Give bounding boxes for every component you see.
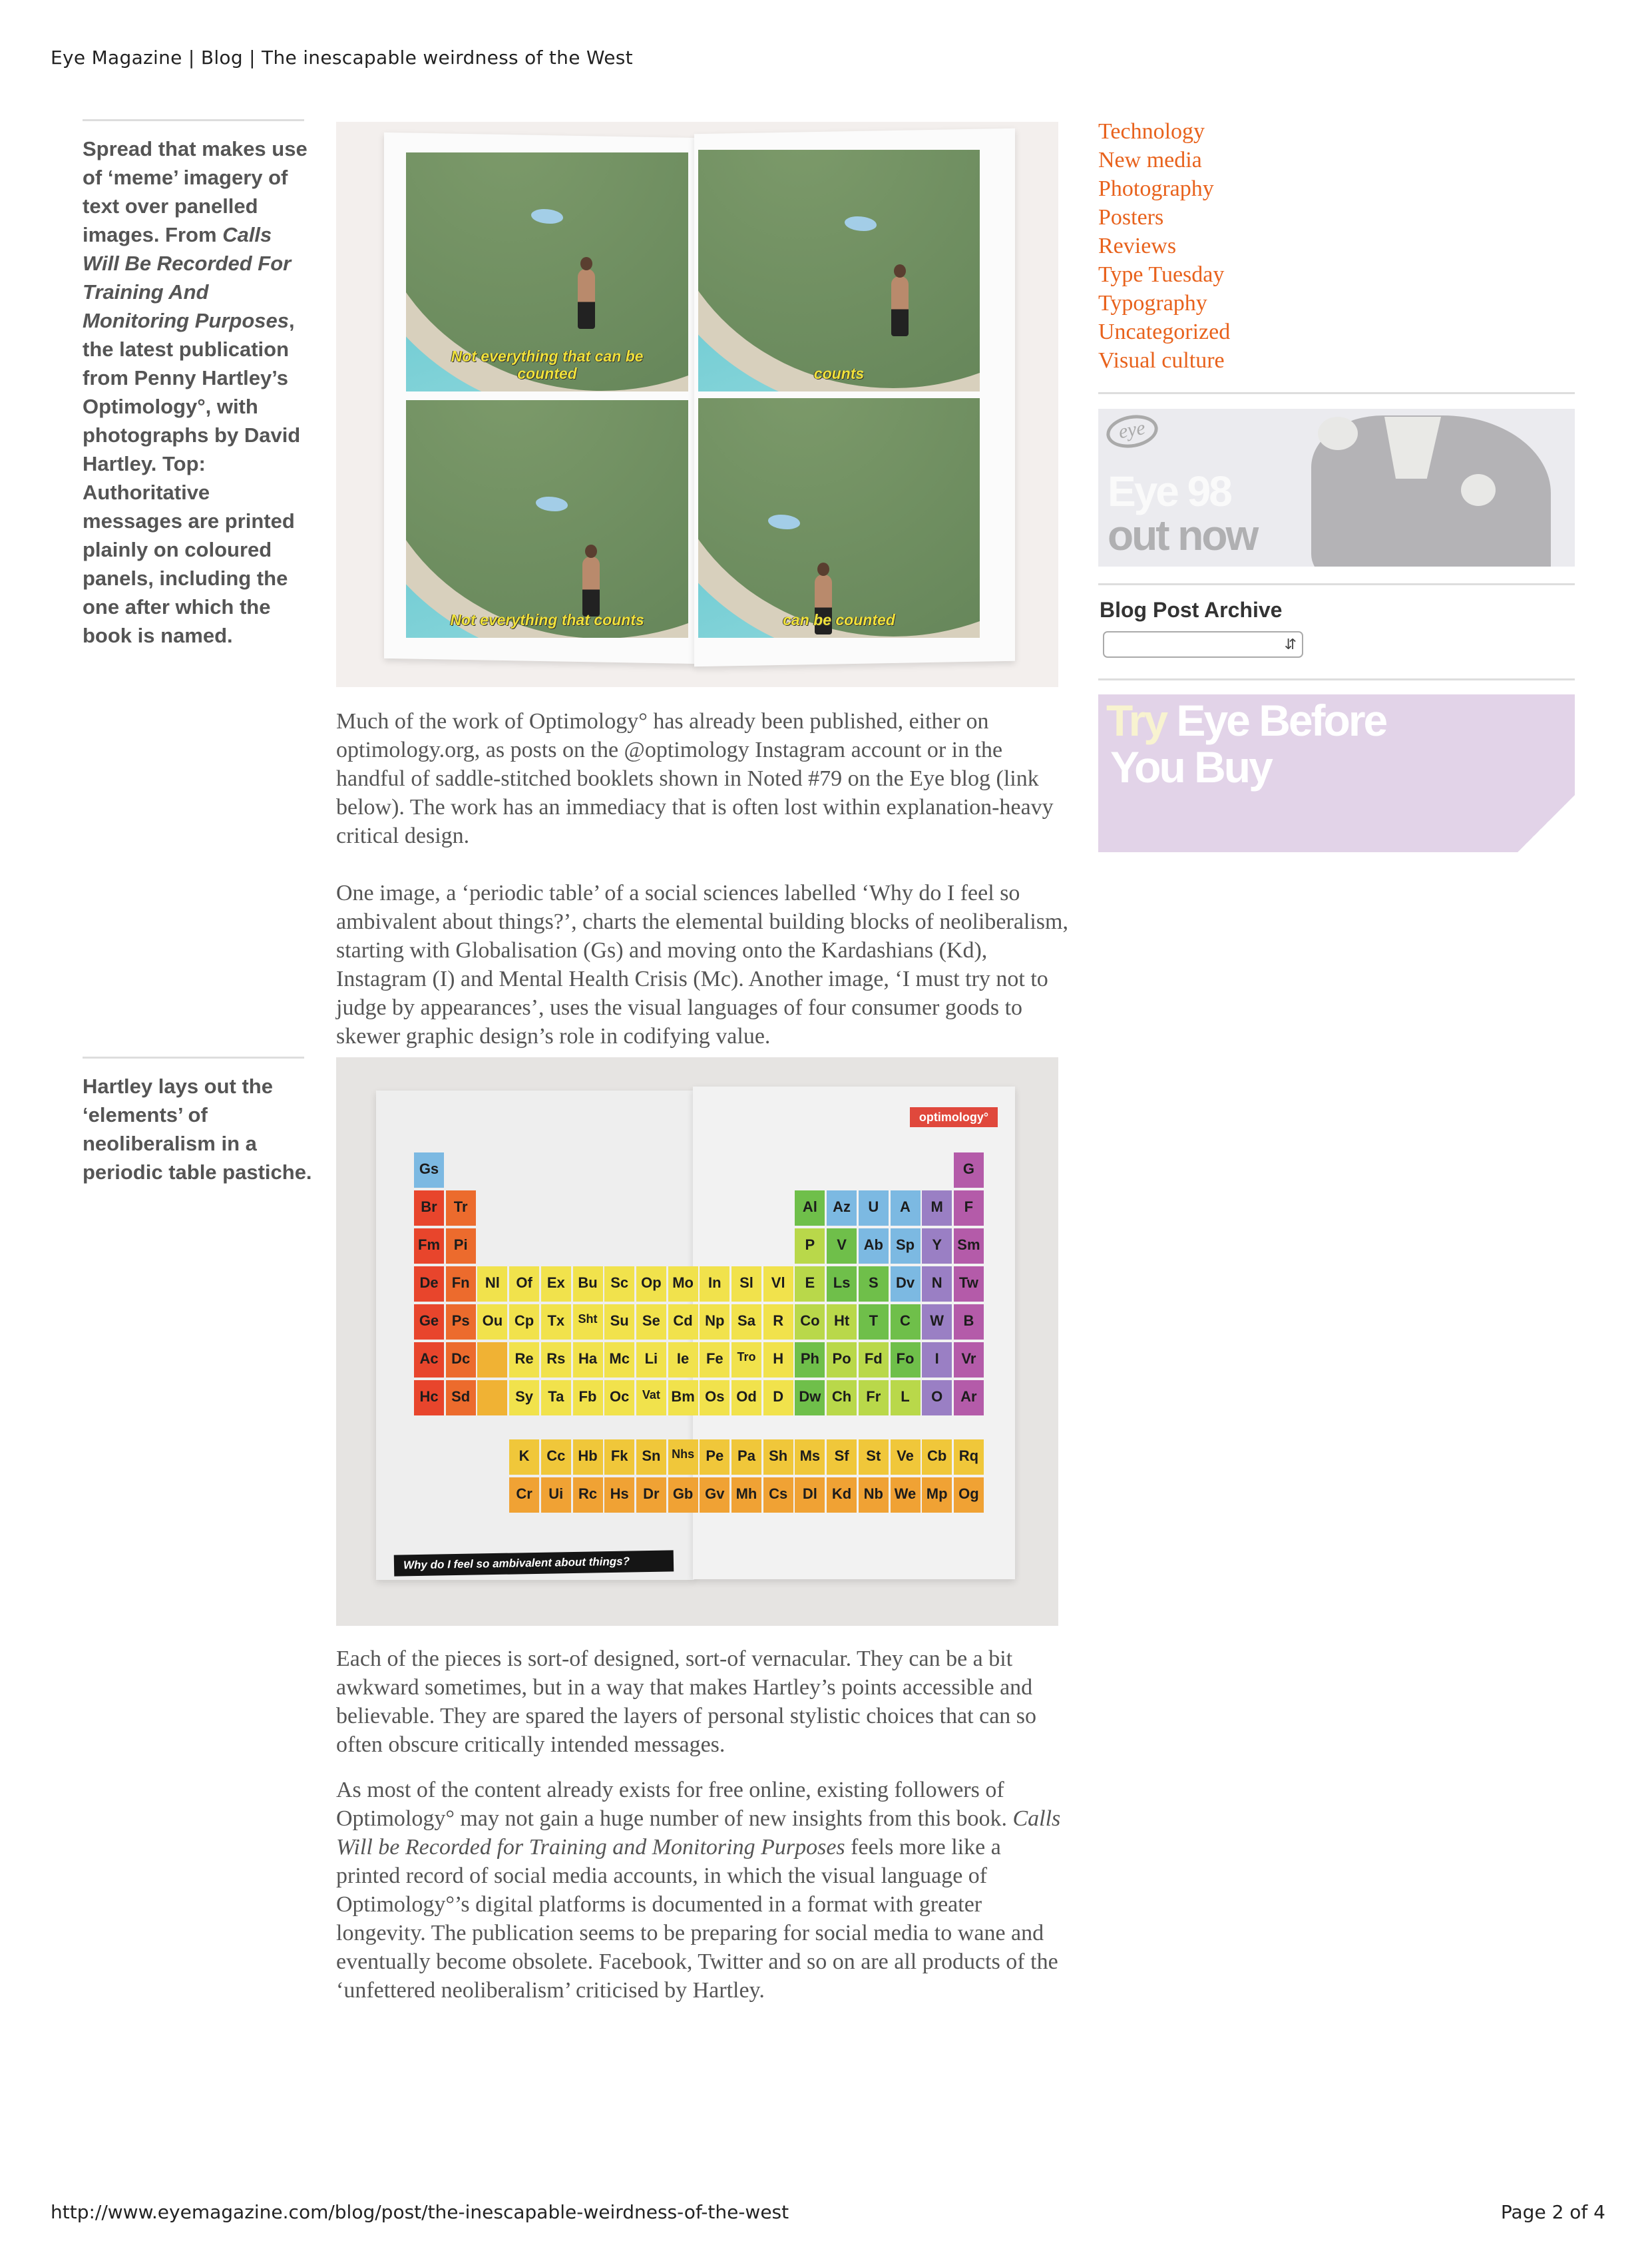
element-vl: Vl bbox=[763, 1266, 793, 1302]
element-sp: Sp bbox=[891, 1228, 921, 1264]
element-li: Li bbox=[636, 1342, 666, 1378]
element-sm: Sm bbox=[954, 1228, 984, 1264]
element-hb: Hb bbox=[573, 1439, 603, 1475]
element-sl: Sl bbox=[731, 1266, 761, 1302]
category-link-technology[interactable]: Technology bbox=[1098, 119, 1205, 144]
try-eye-before-you-buy-ad[interactable] bbox=[1098, 694, 1575, 852]
category-link-reviews[interactable]: Reviews bbox=[1098, 234, 1177, 258]
element-ta: Ta bbox=[541, 1380, 571, 1415]
element-op: Op bbox=[636, 1266, 666, 1302]
category-link-visual-culture[interactable]: Visual culture bbox=[1098, 348, 1225, 373]
element-o: O bbox=[922, 1380, 952, 1415]
element-a: A bbox=[891, 1190, 921, 1226]
element-sa: Sa bbox=[731, 1304, 761, 1340]
category-link-new-media[interactable]: New media bbox=[1098, 148, 1202, 172]
eye-98-ad[interactable] bbox=[1098, 409, 1575, 567]
element-nhs: Nhs bbox=[668, 1439, 698, 1475]
category-link-typography[interactable]: Typography bbox=[1098, 291, 1207, 316]
element-ie: Ie bbox=[668, 1342, 698, 1378]
element-placeholder bbox=[477, 1342, 507, 1378]
element-ge: Ge bbox=[414, 1304, 444, 1340]
element-m: M bbox=[922, 1190, 952, 1226]
element-gb: Gb bbox=[668, 1477, 698, 1513]
element-hs: Hs bbox=[604, 1477, 634, 1513]
element-k: K bbox=[509, 1439, 539, 1475]
pool-wall bbox=[698, 398, 980, 638]
element-st: St bbox=[859, 1439, 889, 1475]
element-dl: Dl bbox=[795, 1477, 825, 1513]
figure1-book-spread-photo bbox=[336, 122, 1058, 687]
element-cp: Cp bbox=[509, 1304, 539, 1340]
element-ex: Ex bbox=[541, 1266, 571, 1302]
ad-subheadline: You Buy bbox=[1110, 742, 1271, 792]
panel-caption: counts bbox=[813, 365, 865, 382]
element-s: S bbox=[859, 1266, 889, 1302]
photo-panel bbox=[698, 150, 980, 391]
element-sht: Sht bbox=[573, 1304, 603, 1340]
element-ch: Ch bbox=[827, 1380, 857, 1415]
element-fe: Fe bbox=[700, 1342, 729, 1378]
element-oc: Oc bbox=[604, 1380, 634, 1415]
element-cb: Cb bbox=[922, 1439, 952, 1475]
text: feels more like a printed record of social media accounts, in which the visual language of Optimology°’s digital platforms is documented in a format with greater longevity. The publication seems to be preparing for social media to wane and eventually become obsolete. Facebook, Twitter and so on are all products of the ‘unfettered neoliberalism’ criticised by Hartley. bbox=[336, 1835, 1058, 2003]
pool-wall bbox=[698, 150, 980, 391]
ad-subheadline: out now bbox=[1108, 511, 1257, 559]
element-dw: Dw bbox=[795, 1380, 825, 1415]
select-chevron-icon: ⇵ bbox=[1284, 636, 1297, 652]
element-ph: Ph bbox=[795, 1342, 825, 1378]
figure1-caption bbox=[83, 134, 312, 650]
element-f: F bbox=[954, 1190, 984, 1226]
person bbox=[578, 269, 595, 329]
element-ms: Ms bbox=[795, 1439, 825, 1475]
element-l: L bbox=[891, 1380, 921, 1415]
element-fo: Fo bbox=[891, 1342, 921, 1378]
element-fm: Fm bbox=[414, 1228, 444, 1264]
sidebar-divider bbox=[1098, 392, 1575, 394]
element-fd: Fd bbox=[859, 1342, 889, 1378]
element-dr: Dr bbox=[636, 1477, 666, 1513]
element-we: We bbox=[891, 1477, 921, 1513]
element-tw: Tw bbox=[954, 1266, 984, 1302]
element-mo: Mo bbox=[668, 1266, 698, 1302]
optimology-label: optimology° bbox=[910, 1107, 998, 1127]
element-sh: Sh bbox=[763, 1439, 793, 1475]
text: As most of the content already exists for free online, existing followers of Optimology° may not gain a huge number of new insights from this book. bbox=[336, 1778, 1013, 1831]
element-ps: Ps bbox=[446, 1304, 476, 1340]
element-r: R bbox=[763, 1304, 793, 1340]
photo-panel bbox=[406, 152, 688, 391]
ad-word-try: Try bbox=[1106, 696, 1167, 745]
element-ve: Ve bbox=[891, 1439, 921, 1475]
element-n: N bbox=[922, 1266, 952, 1302]
element-bu: Bu bbox=[573, 1266, 603, 1302]
element-al: Al bbox=[795, 1190, 825, 1226]
cover-roll bbox=[1461, 474, 1496, 506]
panel-caption: can be counted bbox=[783, 611, 895, 629]
element-sd: Sd bbox=[446, 1380, 476, 1415]
element-rc: Rc bbox=[573, 1477, 603, 1513]
element-su: Su bbox=[604, 1304, 634, 1340]
body-paragraph-4 bbox=[336, 1776, 1068, 2005]
element-i: I bbox=[922, 1342, 952, 1378]
footer-url: http://www.eyemagazine.com/blog/post/the-inescapable-weirdness-of-the-west bbox=[51, 2201, 789, 2223]
element-pa: Pa bbox=[731, 1439, 761, 1475]
element-vat: Vat bbox=[636, 1380, 666, 1415]
pool-wall bbox=[406, 400, 688, 638]
element-mc: Mc bbox=[604, 1342, 634, 1378]
element-p: P bbox=[795, 1228, 825, 1264]
category-link-uncategorized[interactable]: Uncategorized bbox=[1098, 320, 1231, 344]
element-h: H bbox=[763, 1342, 793, 1378]
element-az: Az bbox=[827, 1190, 857, 1226]
element-dv: Dv bbox=[891, 1266, 921, 1302]
element-pe: Pe bbox=[700, 1439, 729, 1475]
element-fb: Fb bbox=[573, 1380, 603, 1415]
ad-headline: Eye 98 bbox=[1108, 467, 1231, 515]
element-cc: Cc bbox=[541, 1439, 571, 1475]
element-gs: Gs bbox=[414, 1152, 444, 1188]
archive-title: Blog Post Archive bbox=[1100, 598, 1283, 622]
element-dc: Dc bbox=[446, 1342, 476, 1378]
element-tro: Tro bbox=[731, 1342, 761, 1378]
caption-text: , the latest publication from Penny Hartley’s Optimology°, with photographs by David Hartley. Top: Authoritative messages are printed plainly on coloured panels, including the one after which the book is named. bbox=[83, 309, 301, 647]
element-w: W bbox=[922, 1304, 952, 1340]
element-cr: Cr bbox=[509, 1477, 539, 1513]
element-ac: Ac bbox=[414, 1342, 444, 1378]
element-e: E bbox=[795, 1266, 825, 1302]
element-ar: Ar bbox=[954, 1380, 984, 1415]
element-fk: Fk bbox=[604, 1439, 634, 1475]
element-de: De bbox=[414, 1266, 444, 1302]
eye-logo: eye bbox=[1104, 411, 1160, 452]
element-tr: Tr bbox=[446, 1190, 476, 1226]
sidebar-divider bbox=[1098, 583, 1575, 585]
element-mp: Mp bbox=[922, 1477, 952, 1513]
footer-page-number: Page 2 of 4 bbox=[1500, 2201, 1605, 2223]
photo-panel bbox=[698, 398, 980, 638]
category-link-posters[interactable]: Posters bbox=[1098, 205, 1164, 230]
element-cs: Cs bbox=[763, 1477, 793, 1513]
element-tx: Tx bbox=[541, 1304, 571, 1340]
category-link-photography[interactable]: Photography bbox=[1098, 176, 1214, 201]
ad-text: Eye Before bbox=[1176, 696, 1386, 745]
element-sc: Sc bbox=[604, 1266, 634, 1302]
caption-text: Spread that makes use of ‘meme’ imagery of text over panelled images. From bbox=[83, 137, 308, 246]
element-od: Od bbox=[731, 1380, 761, 1415]
caption-book-title: Calls Will Be Recorded For Training And Monitoring Purposes bbox=[83, 223, 292, 332]
element-cd: Cd bbox=[668, 1304, 698, 1340]
element-ht: Ht bbox=[827, 1304, 857, 1340]
element-u: U bbox=[859, 1190, 889, 1226]
sidebar-divider bbox=[1098, 678, 1575, 680]
panel-caption: Not everything that counts bbox=[450, 611, 644, 629]
caption-divider bbox=[83, 1057, 304, 1059]
book-title: Calls Will be Recorded for Training and Monitoring Purposes bbox=[336, 1806, 1061, 1860]
category-link-type-tuesday[interactable]: Type Tuesday bbox=[1098, 262, 1225, 287]
person bbox=[891, 276, 909, 336]
panel-caption: Not everything that can be counted bbox=[451, 348, 644, 382]
person bbox=[582, 557, 600, 617]
element-of: Of bbox=[509, 1266, 539, 1302]
element-b: B bbox=[954, 1304, 984, 1340]
element-sf: Sf bbox=[827, 1439, 857, 1475]
element-d: D bbox=[763, 1380, 793, 1415]
element-rs: Rs bbox=[541, 1342, 571, 1378]
element-c: C bbox=[891, 1304, 921, 1340]
element-nb: Nb bbox=[859, 1477, 889, 1513]
element-in: In bbox=[700, 1266, 729, 1302]
element-sy: Sy bbox=[509, 1380, 539, 1415]
figure2-periodic-table-photo bbox=[336, 1057, 1058, 1626]
element-po: Po bbox=[827, 1342, 857, 1378]
element-se: Se bbox=[636, 1304, 666, 1340]
element-bm: Bm bbox=[668, 1380, 698, 1415]
element-ui: Ui bbox=[541, 1477, 571, 1513]
element-co: Co bbox=[795, 1304, 825, 1340]
photo-panel bbox=[406, 400, 688, 638]
element-ou: Ou bbox=[477, 1304, 507, 1340]
element-ls: Ls bbox=[827, 1266, 857, 1302]
figure2-caption: Hartley lays out the ‘elements’ of neoliberalism in a periodic table pastiche. bbox=[83, 1075, 312, 1184]
body-paragraph-1: Much of the work of Optimology° has already been published, either on optimology.org, as posts on the @optimology Instagram account or in the handful of saddle-stitched booklets shown in Noted #79 on the Eye blog (link below). The work has an immediacy that is often lost within explanation-heavy critical design. bbox=[336, 709, 1054, 848]
element-sn: Sn bbox=[636, 1439, 666, 1475]
page-curl-corner bbox=[1518, 795, 1575, 852]
element-mh: Mh bbox=[731, 1477, 761, 1513]
element-kd: Kd bbox=[827, 1477, 857, 1513]
page-header-title: Eye Magazine | Blog | The inescapable weirdness of the West bbox=[51, 47, 633, 69]
element-fr: Fr bbox=[859, 1380, 889, 1415]
element-placeholder bbox=[477, 1380, 507, 1415]
element-rq: Rq bbox=[954, 1439, 984, 1475]
element-v: V bbox=[827, 1228, 857, 1264]
caption-divider bbox=[83, 119, 304, 121]
element-g: G bbox=[954, 1152, 984, 1188]
ambivalent-banner: Why do I feel so ambivalent about things? bbox=[394, 1550, 674, 1576]
cover-roll bbox=[1318, 417, 1358, 450]
element-hc: Hc bbox=[414, 1380, 444, 1415]
element-np: Np bbox=[700, 1304, 729, 1340]
element-os: Os bbox=[700, 1380, 729, 1415]
element-nl: Nl bbox=[477, 1266, 507, 1302]
element-re: Re bbox=[509, 1342, 539, 1378]
element-vr: Vr bbox=[954, 1342, 984, 1378]
element-y: Y bbox=[922, 1228, 952, 1264]
body-paragraph-2: One image, a ‘periodic table’ of a social sciences labelled ‘Why do I feel so ambivalent about things?’, charts the elemental building blocks of neoliberalism, starting with Globalisation (Gs) and moving onto the Kardashians (Kd), Instagram (I) and Mental Health Crisis (Mc). Another image, ‘I must try not to judge by appearances’, uses the visual languages of four consumer goods to skewer graphic design’s role in codifying value. bbox=[336, 881, 1068, 1049]
element-ab: Ab bbox=[859, 1228, 889, 1264]
element-br: Br bbox=[414, 1190, 444, 1226]
element-fn: Fn bbox=[446, 1266, 476, 1302]
element-og: Og bbox=[954, 1477, 984, 1513]
archive-select[interactable] bbox=[1103, 631, 1303, 658]
element-t: T bbox=[859, 1304, 889, 1340]
body-paragraph-3: Each of the pieces is sort-of designed, sort-of vernacular. They can be a bit awkward sometimes, but in a way that makes Hartley’s points accessible and believable. They are spared the layers of personal stylistic choices that can so often obscure critically intended messages. bbox=[336, 1646, 1037, 1757]
ad-headline bbox=[1106, 697, 1386, 744]
element-pi: Pi bbox=[446, 1228, 476, 1264]
element-gv: Gv bbox=[700, 1477, 729, 1513]
element-ha: Ha bbox=[573, 1342, 603, 1378]
